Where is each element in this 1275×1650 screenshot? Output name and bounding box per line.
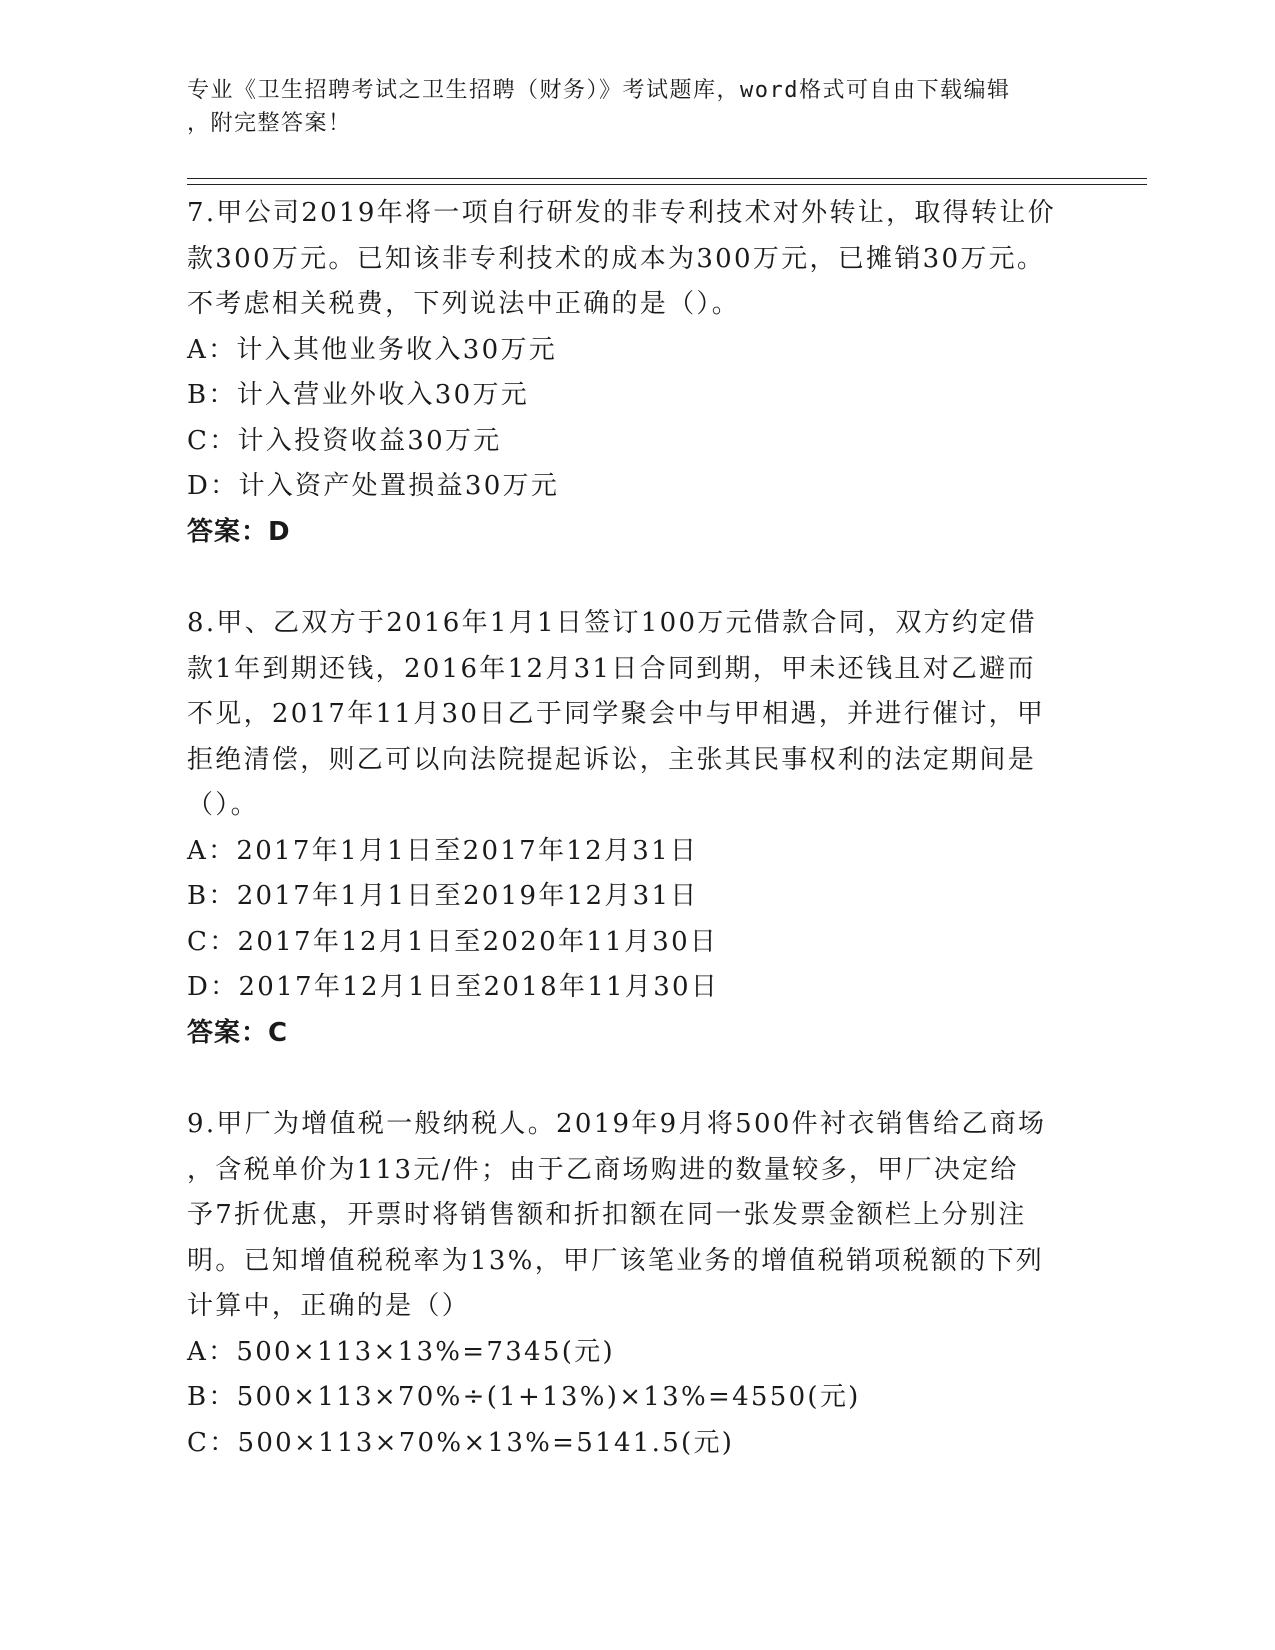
question-text-line: ，含税单价为113元/件；由于乙商场购进的数量较多，甲厂决定给 (187, 1154, 1019, 1185)
option-a: A：计入其他业务收入30万元 (187, 334, 558, 365)
option-c: C：2017年12月1日至2020年11月30日 (187, 926, 719, 957)
header-divider-thick (187, 184, 1147, 185)
question-7 (187, 191, 1087, 555)
question-text-line: 8.甲、乙双方于2016年1月1日签订100万元借款合同，双方约定借 (187, 608, 1037, 638)
question-text-line: 不考虑相关税费，下列说法中正确的是（）。 (187, 289, 741, 319)
option-b: B：计入营业外收入30万元 (187, 380, 530, 410)
question-text-line: （）。 (187, 790, 259, 820)
question-text-line: 予7折优惠，开票时将销售额和折扣额在同一张发票金额栏上分别注 (187, 1200, 1027, 1230)
header-title-line-1: 专业《卫生招聘考试之卫生招聘（财务）》考试题库，word格式可自由下载编辑 (187, 78, 1011, 103)
question-text-line: 9.甲厂为增值税一般纳税人。2019年9月将500件衬衣销售给乙商场 (187, 1109, 1047, 1139)
question-spacer (187, 1056, 1087, 1102)
header-divider-thin (187, 178, 1147, 179)
option-a: A：500×113×13%=7345(元) (187, 1336, 615, 1367)
question-text-line: 计算中，正确的是（） (187, 1291, 471, 1321)
question-text-line: 款1年到期还钱，2016年12月31日合同到期，甲未还钱且对乙避而 (187, 653, 1036, 684)
question-text-line: 7.甲公司2019年将一项自行研发的非专利技术对外转让，取得转让价 (187, 198, 1056, 228)
option-c: C：计入投资收益30万元 (187, 425, 502, 456)
option-b: B：2017年1月1日至2019年12月31日 (187, 881, 699, 911)
answer-text: 答案：C (187, 1017, 289, 1048)
question-spacer (187, 555, 1087, 601)
question-9 (187, 1102, 1087, 1466)
question-8 (187, 601, 1087, 1056)
document-header (187, 74, 1087, 140)
option-c: C：500×113×70%×13%=5141.5(元) (187, 1427, 735, 1458)
option-b: B：500×113×70%÷(1+13%)×13%=4550(元) (187, 1382, 861, 1412)
question-text-line: 拒绝清偿，则乙可以向法院提起诉讼，主张其民事权利的法定期间是 (187, 744, 1037, 775)
question-list (187, 191, 1087, 1466)
answer-text: 答案：D (187, 516, 291, 547)
option-d: D：2017年12月1日至2018年11月30日 (187, 972, 720, 1002)
question-text-line: 明。已知增值税税率为13%，甲厂该笔业务的增值税销项税额的下列 (187, 1245, 1045, 1276)
option-a: A：2017年1月1日至2017年12月31日 (187, 835, 699, 866)
header-title-line-2: ，附完整答案！ (187, 111, 352, 136)
option-d: D：计入资产处置损益30万元 (187, 471, 560, 501)
question-text-line: 不见，2017年11月30日乙于同学聚会中与甲相遇，并进行催讨，甲 (187, 699, 1046, 729)
question-text-line: 款300万元。已知该非专利技术的成本为300万元，已摊销30万元。 (187, 243, 1046, 274)
